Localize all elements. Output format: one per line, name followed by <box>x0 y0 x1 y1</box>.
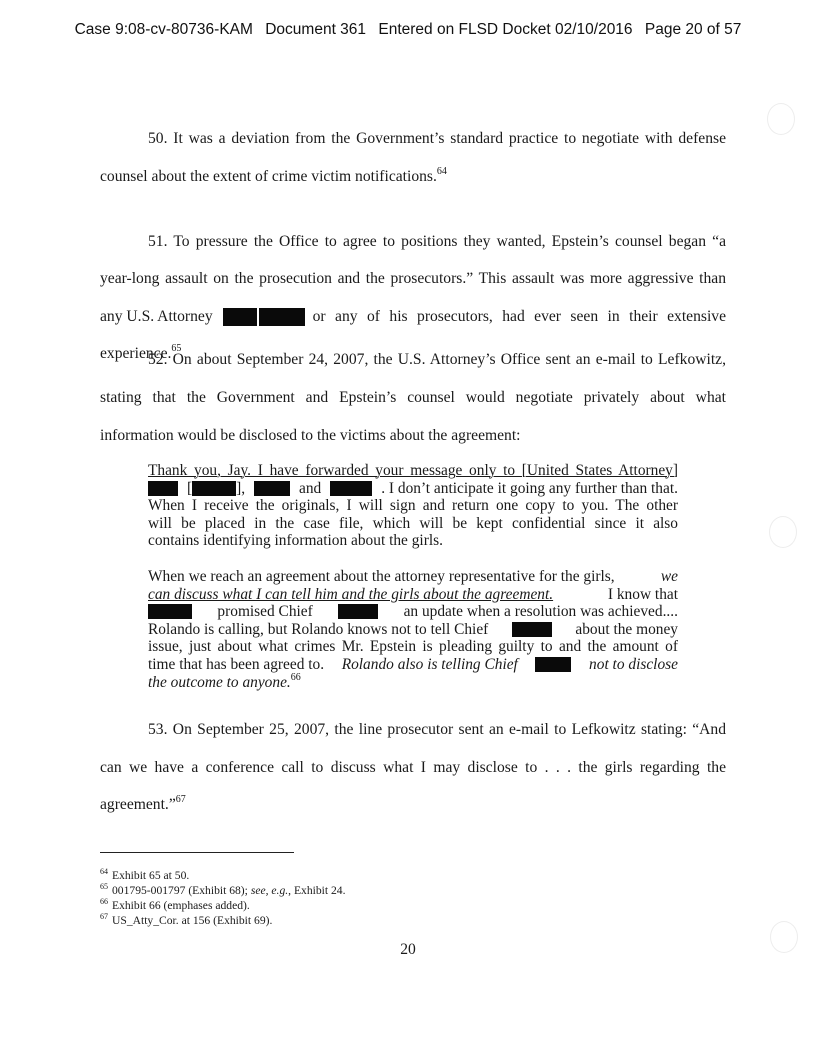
quote-line <box>148 480 678 498</box>
redaction-block <box>192 481 236 496</box>
paragraph-line: year-long assault on the prosecution and the prosecutors.” This assault was more aggressive than <box>100 270 726 287</box>
page-count: Page 20 of 57 <box>644 21 742 38</box>
footnote-number: 65 <box>100 882 108 891</box>
quote-line <box>148 656 678 674</box>
quote-line: will be placed in the case file, which will be kept confidential since it also <box>148 514 678 532</box>
redaction-block <box>512 622 552 637</box>
punch-hole-mark <box>769 516 797 548</box>
footnote-text: US_Atty_Cor. at 156 (Exhibit 69). <box>112 914 273 927</box>
paragraph-text: counsel about the extent of crime victim notifications. <box>100 168 437 185</box>
quote-text: an update when a resolution was achieved.... <box>403 603 678 621</box>
quote-emphasis: the outcome to anyone. <box>148 673 291 691</box>
redaction-block <box>535 657 571 672</box>
quote-line <box>148 621 678 639</box>
quote-text: Rolando is calling, but Rolando knows not to tell Chief <box>148 620 489 638</box>
quote-line: When I receive the originals, I will sign and return one copy to you. The other <box>148 497 678 515</box>
footnote-emphasis: see, e.g. <box>250 884 289 897</box>
document-number: Document 361 <box>265 21 367 38</box>
redaction-block <box>259 308 305 326</box>
quote-text: about the money <box>575 620 678 638</box>
footnote-text: , Exhibit 24. <box>288 884 346 897</box>
quote-text <box>187 480 245 498</box>
redaction-block <box>148 604 192 619</box>
footnote-number: 64 <box>100 867 108 876</box>
quote-text: time that has been agreed to. <box>148 655 325 673</box>
paragraph-line: can we have a conference call to discuss what I may disclose to . . . the girls regarding the <box>100 759 726 776</box>
footnote <box>100 884 345 897</box>
footnote <box>100 914 272 927</box>
paragraph-text: any U.S. Attorney <box>100 308 213 325</box>
redaction-block <box>148 481 178 496</box>
footnote-ref: 65 <box>171 343 182 354</box>
quote-emphasis: can discuss what I can tell him and the girls about the agreement. <box>148 585 554 603</box>
quote-emphasis: we <box>660 567 678 585</box>
quote-text: . I don’t anticipate it going any further than that. <box>381 479 678 497</box>
footnote-text: 001795-001797 (Exhibit 68); <box>112 884 248 897</box>
paragraph-line: 50. It was a deviation from the Government’s standard practice to negotiate with defense <box>148 130 726 147</box>
footnote-ref: 64 <box>436 166 447 177</box>
footnote-text: Exhibit 66 (emphases added). <box>112 899 250 912</box>
redaction-block <box>223 308 257 326</box>
footnote-number: 66 <box>100 897 108 906</box>
redaction-block <box>338 604 378 619</box>
paragraph-line <box>100 168 447 186</box>
paragraph-text: experience. <box>100 345 172 362</box>
block-quote <box>148 462 678 691</box>
quote-text: I know that <box>607 585 678 603</box>
quote-text: When we reach an agreement about the attorney representative for the girls, <box>148 567 615 585</box>
paragraph-text: agreement.” <box>100 796 176 813</box>
footnote-text: Exhibit 65 at 50. <box>112 869 190 882</box>
paragraph-line: stating that the Government and Epstein’s counsel would negotiate privately about what <box>100 389 726 406</box>
footnote-ref: 67 <box>175 794 186 805</box>
footnote-separator <box>100 852 294 853</box>
quote-line <box>148 586 678 604</box>
case-number: Case 9:08-cv-80736-KAM <box>74 21 253 38</box>
paragraph-line <box>100 796 186 814</box>
footnote-number: 67 <box>100 912 108 921</box>
quote-text: promised Chief <box>217 603 313 621</box>
quote-emphasis: not to disclose <box>589 655 678 673</box>
quote-line <box>148 603 678 621</box>
quote-text: ], <box>236 479 246 497</box>
page-number: 20 <box>400 941 416 958</box>
paragraph-line: 53. On September 25, 2007, the line prosecutor sent an e-mail to Lefkowitz stating: “And <box>148 721 726 738</box>
quote-line <box>148 671 678 692</box>
quote-line: Thank you, Jay. I have forwarded your message only to [United States Attorney] <box>148 462 678 479</box>
entered-date: Entered on FLSD Docket 02/10/2016 <box>378 21 633 38</box>
punch-hole-mark <box>767 103 795 135</box>
docket-header <box>0 21 816 39</box>
paragraph-line: information would be disclosed to the victims about the agreement: <box>100 427 521 444</box>
redaction-block <box>254 481 290 496</box>
quote-line: issue, just about what crimes Mr. Epstein is pleading guilty to and the amount of <box>148 638 678 656</box>
quote-text: [ <box>186 479 193 497</box>
quote-emphasis: Rolando also is telling Chief <box>341 655 518 673</box>
redaction-block <box>330 481 372 496</box>
footnote <box>100 899 250 912</box>
footnote <box>100 869 189 882</box>
quote-line <box>148 568 678 586</box>
paragraph-text: or any of his prosecutors, had ever seen in their extensive <box>312 308 726 325</box>
quote-line: contains identifying information about the girls. <box>148 532 443 550</box>
paragraph-line <box>100 308 726 326</box>
redaction-group <box>223 308 305 326</box>
footnote-ref: 66 <box>290 671 301 683</box>
paragraph-line: 52. On about September 24, 2007, the U.S. Attorney’s Office sent an e-mail to Lefkowitz, <box>148 351 726 368</box>
paragraph-line: 51. To pressure the Office to agree to positions they wanted, Epstein’s counsel began “a <box>148 233 726 250</box>
quote-text: and <box>299 479 322 497</box>
